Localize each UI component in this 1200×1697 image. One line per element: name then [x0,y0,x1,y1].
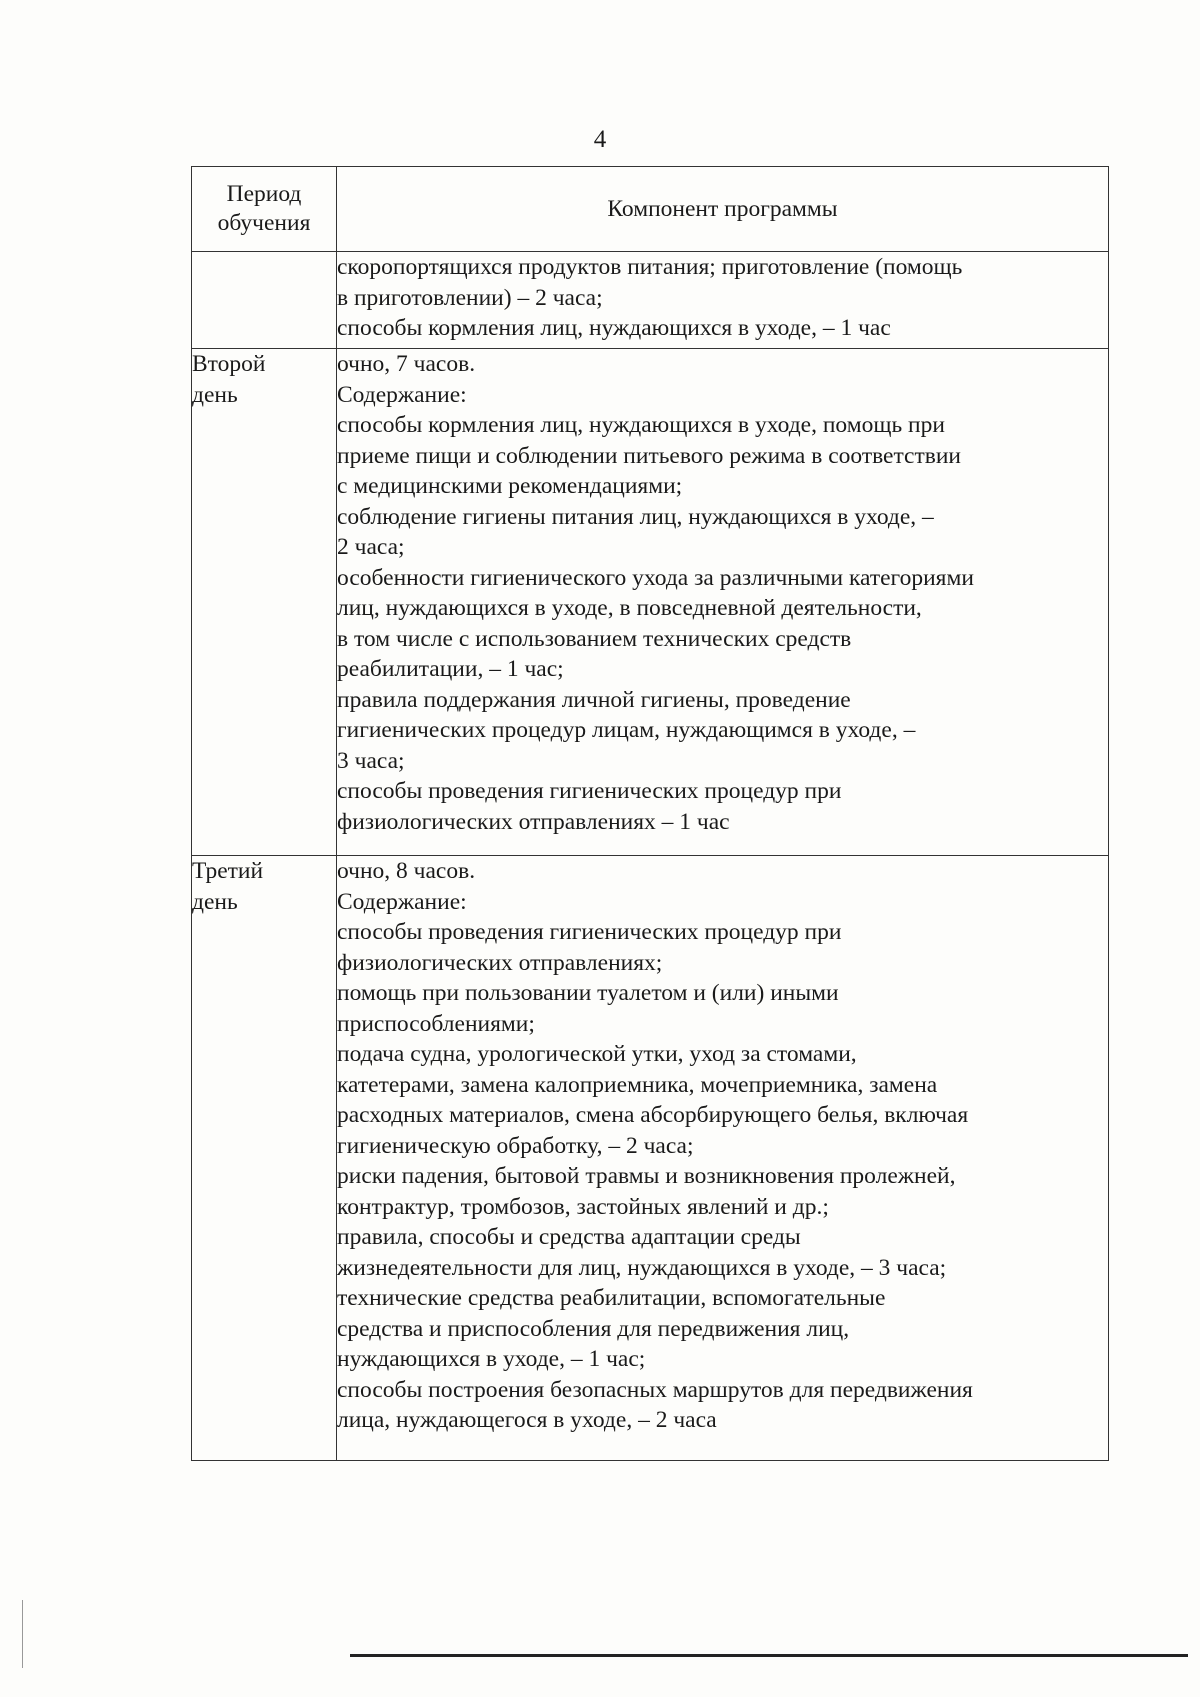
content-line: реабилитации, – 1 час; [337,656,564,682]
content-line: скоропортящихся продуктов питания; приготовление (помощь [337,254,963,280]
content-line: в том числе с использованием технических средств [337,625,852,652]
content-line: физиологических отправлениях – 1 час [337,808,730,835]
content-line: способы кормления лиц, нуждающихся в уходе, помощь при [337,412,945,438]
content-line: лица, нуждающегося в уходе, – 2 часа [337,1407,717,1433]
content-line: риски падения, бытовой травмы и возникновения пролежней, [337,1163,956,1189]
content-line: Содержание: [337,888,467,915]
content-line: 2 часа; [337,534,405,560]
period-label: день [192,888,238,915]
period-cell [192,349,337,856]
period-label: Второй [192,351,266,377]
content-line: правила поддержания личной гигиены, проведение [337,686,851,713]
content-line: особенности гигиенического ухода за различными категориями [337,564,974,591]
page-number: 4 [593,126,607,153]
header-period [192,167,337,252]
content-line: помощь при пользовании туалетом и (или) иными [337,980,839,1006]
content-cell [337,349,1109,856]
table-row [192,349,1109,856]
content-cell [337,856,1109,1461]
content-line: гигиеническую обработку, – 2 часа; [337,1132,694,1159]
header-period-line: обучения [217,210,311,236]
content-line: способы проведения гигиенических процедур при [337,919,842,945]
period-label: Третий [192,858,264,884]
content-line: подача судна, урологической утки, уход за стомами, [337,1041,857,1067]
content-line: лиц, нуждающихся в уходе, в повседневной деятельности, [337,595,922,621]
content-line: технические средства реабилитации, вспомогательные [337,1285,886,1311]
content-line: очно, 8 часов. [337,858,476,884]
period-cell [192,252,337,349]
table-row [192,856,1109,1461]
content-line: жизнедеятельности для лиц, нуждающихся в уходе, – 3 часа; [337,1254,947,1281]
content-line: способы кормления лиц, нуждающихся в уходе, – 1 час [337,315,891,341]
content-line: катетерами, замена калоприемника, мочеприемника, замена [337,1071,938,1098]
content-line: приеме пищи и соблюдении питьевого режима в соответствии [337,442,961,469]
header-component: Компонент программы [337,167,1109,252]
table-header-row [192,167,1109,252]
content-line: контрактур, тромбозов, застойных явлений и др.; [337,1193,829,1220]
content-line: нуждающихся в уходе, – 1 час; [337,1346,646,1372]
content-line: Содержание: [337,381,467,408]
header-period-line: Период [226,181,302,207]
period-cell [192,856,337,1461]
table-row [192,252,1109,349]
content-line: с медицинскими рекомендациями; [337,473,683,499]
content-line: в приготовлении) – 2 часа; [337,284,603,311]
content-line: гигиенических процедур лицам, нуждающимся в уходе, – [337,717,916,743]
content-line: 3 часа; [337,747,405,774]
content-line: правила, способы и средства адаптации среды [337,1224,801,1250]
program-table [191,166,1109,1461]
margin-mark [22,1600,23,1668]
bottom-rule [350,1654,1188,1657]
content-line: физиологических отправлениях; [337,949,663,976]
content-cell [337,252,1109,349]
period-label: день [192,381,238,408]
content-line: средства и приспособления для передвижения лиц, [337,1315,850,1342]
content-line: способы построения безопасных маршрутов для передвижения [337,1376,973,1403]
content-line: соблюдение гигиены питания лиц, нуждающихся в уходе, – [337,503,934,530]
content-line: способы проведения гигиенических процедур при [337,778,842,804]
content-line: очно, 7 часов. [337,351,476,377]
content-line: приспособлениями; [337,1010,535,1037]
content-line: расходных материалов, смена абсорбирующего белья, включая [337,1102,969,1128]
